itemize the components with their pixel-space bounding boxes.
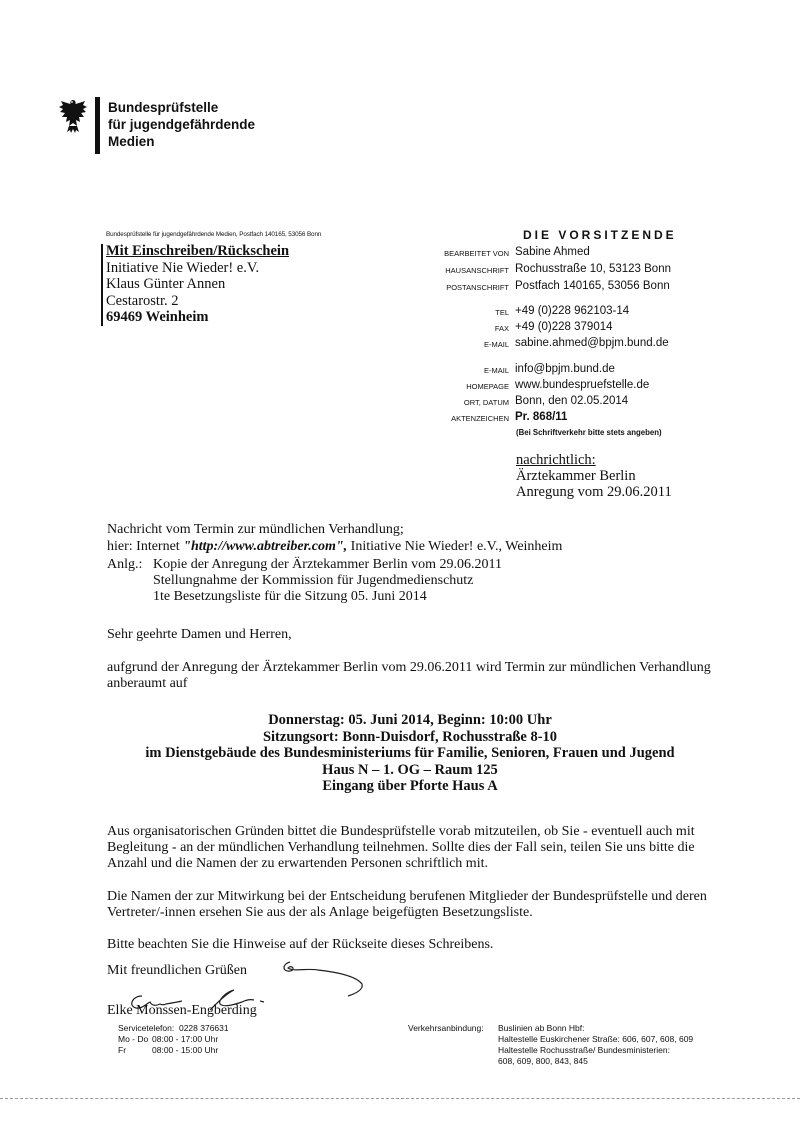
page-edge-line — [0, 1098, 800, 1099]
enclosure-item: Stellungnahme der Kommission für Jugendmedienschutz — [153, 573, 474, 588]
contact-value: Bonn, den 02.05.2014 — [515, 395, 629, 407]
recipient-line: Klaus Günter Annen — [106, 276, 226, 292]
authority-name — [108, 99, 255, 150]
contact-row — [400, 410, 760, 426]
subject-url: "http://www.abtreiber.com", — [183, 539, 348, 554]
contact-row — [400, 320, 760, 336]
paragraph-members: Die Namen der zur Mitwirkung bei der Entscheidung berufenen Mitglieder der Bundesprüfstelle und deren Vertreter/-innen ersehen Sie aus der als Anlage beigefügten Besetzungsliste. — [107, 889, 707, 920]
appointment-line: Donnerstag: 05. Juni 2014, Beginn: 10:00 Uhr — [268, 712, 552, 728]
cc-line: Anregung vom 29.06.2011 — [516, 484, 672, 500]
contact-value: +49 (0)228 962103-14 — [515, 305, 630, 317]
contact-key: FAX — [494, 324, 509, 333]
intro-paragraph: aufgrund der Anregung der Ärztekammer Berlin vom 29.06.2011 wird Termin zur mündlichen Verhandlung anberaumt auf — [107, 660, 711, 691]
contact-key: BEARBEITET VON — [444, 249, 509, 258]
transport-line: Buslinien ab Bonn Hbf: — [498, 1023, 585, 1033]
recipient-address — [106, 243, 289, 326]
letterhead-bar — [95, 97, 100, 154]
recipient-line: Cestarostr. 2 — [106, 292, 179, 309]
transport-line: Haltestelle Euskirchener Straße: 606, 607, 608, 609 — [498, 1034, 694, 1044]
contact-key: E-MAIL — [483, 366, 509, 375]
contact-key: AKTENZEICHEN — [451, 414, 509, 423]
service-days: Fr — [118, 1045, 127, 1055]
enclosures-list — [153, 557, 502, 605]
appointment-block — [100, 712, 720, 795]
service-phone: 0228 376631 — [178, 1023, 229, 1033]
contact-key: HAUSANSCHRIFT — [445, 266, 509, 275]
cc-block — [516, 452, 672, 500]
recipient-bar — [101, 244, 103, 326]
contact-value: Postfach 140165, 53056 Bonn — [515, 280, 670, 292]
contact-row — [400, 279, 760, 295]
appointment-line: Sitzungsort: Bonn-Duisdorf, Rochusstraße 8-10 — [262, 728, 558, 745]
contact-value: +49 (0)228 379014 — [515, 321, 613, 333]
recipient-city: 69469 Weinheim — [106, 309, 209, 325]
contact-row — [400, 336, 760, 352]
authority-line: Bundesprüfstelle — [108, 100, 219, 115]
service-days: Mo - Do — [118, 1034, 149, 1044]
service-phone-label: Servicetelefon: — [118, 1023, 175, 1033]
contact-value: Rochusstraße 10, 53123 Bonn — [515, 263, 671, 275]
contact-value: www.bundespruefstelle.de — [515, 379, 650, 391]
contact-row — [400, 245, 760, 261]
contact-value: Sabine Ahmed — [515, 246, 590, 258]
subject-prefix: hier: Internet — [107, 539, 184, 554]
recipient-heading: Mit Einschreiben/Rückschein — [106, 243, 290, 259]
appointment-line: Eingang über Pforte Haus A — [322, 778, 498, 794]
service-hours: 08:00 - 15:00 Uhr — [152, 1045, 219, 1055]
reference-note: (Bei Schriftverkehr bitte stets angeben) — [516, 428, 662, 437]
paragraph-attendance: Aus organisatorischen Gründen bittet die Bundesprüfstelle vorab mitzuteilen, ob Sie - eventuell auch mit Begleitung - an der mündlichen Verhandlung teilnehmen. Sollte dies der Fall sein, teilen Sie uns bitte die Anzahl und die Namen der zu erwartenden Personen schriftlich mit. — [107, 824, 695, 871]
authority-line: Medien — [108, 134, 155, 149]
recipient-line: Initiative Nie Wieder! e.V. — [106, 259, 260, 276]
contact-key: HOMEPAGE — [466, 382, 509, 391]
salutation: Sehr geehrte Damen und Herren, — [107, 627, 292, 642]
appointment-line: im Dienstgebäude des Bundesministeriums für Familie, Senioren, Frauen und Jugend — [145, 745, 675, 761]
contact-key: POSTANSCHRIFT — [446, 283, 509, 292]
contact-key: TEL — [495, 308, 509, 317]
contact-row — [400, 362, 760, 378]
cc-label: nachrichtlich: — [516, 452, 596, 468]
subject-line-2 — [107, 539, 717, 555]
footer-service — [118, 1023, 229, 1056]
paragraph-notes: Bitte beachten Sie die Hinweise auf der Rückseite dieses Schreibens. — [107, 937, 494, 952]
contact-key: E-MAIL — [483, 340, 509, 349]
contact-value: sabine.ahmed@bpjm.bund.de — [515, 337, 669, 349]
cc-line: Ärztekammer Berlin — [516, 468, 636, 484]
contact-row — [400, 378, 760, 394]
contact-row — [400, 262, 760, 278]
enclosure-item: 1te Besetzungsliste für die Sitzung 05. Juni 2014 — [153, 589, 427, 604]
closing: Mit freundlichen Grüßen — [107, 963, 247, 978]
sender-line: Bundesprüfstelle für jugendgefährdende Medien, Postfach 140165, 53056 Bonn — [106, 231, 322, 238]
appointment-line: Haus N – 1. OG – Raum 125 — [322, 761, 498, 778]
subject-line-1: Nachricht vom Termin zur mündlichen Verhandlung; — [107, 522, 404, 537]
federal-eagle-icon — [58, 97, 88, 135]
file-reference: Pr. 868/11 — [515, 411, 568, 423]
contact-row — [400, 304, 760, 320]
subject-suffix: Initiative Nie Wieder! e.V., Weinheim — [347, 539, 563, 554]
contact-row — [400, 394, 760, 410]
service-hours: 08:00 - 17:00 Uhr — [152, 1034, 219, 1044]
contact-key: ORT, DATUM — [463, 398, 509, 407]
contact-value: info@bpjm.bund.de — [515, 363, 615, 375]
transport-line: Haltestelle Rochusstraße/ Bundesministerien: — [498, 1045, 670, 1055]
authority-line: für jugendgefährdende — [108, 117, 256, 132]
transport-line: 608, 609, 800, 843, 845 — [498, 1056, 588, 1066]
enclosures-label: Anlg.: — [107, 557, 143, 572]
initials-signature — [278, 958, 368, 998]
transport-label: Verkehrsanbindung: — [408, 1023, 484, 1033]
enclosure-item: Kopie der Anregung der Ärztekammer Berlin vom 29.06.2011 — [153, 557, 503, 572]
footer-transport — [498, 1023, 693, 1067]
signer-name: Elke Monssen-Engberding — [107, 1003, 257, 1018]
chair-title: DIE VORSITZENDE — [523, 228, 677, 242]
